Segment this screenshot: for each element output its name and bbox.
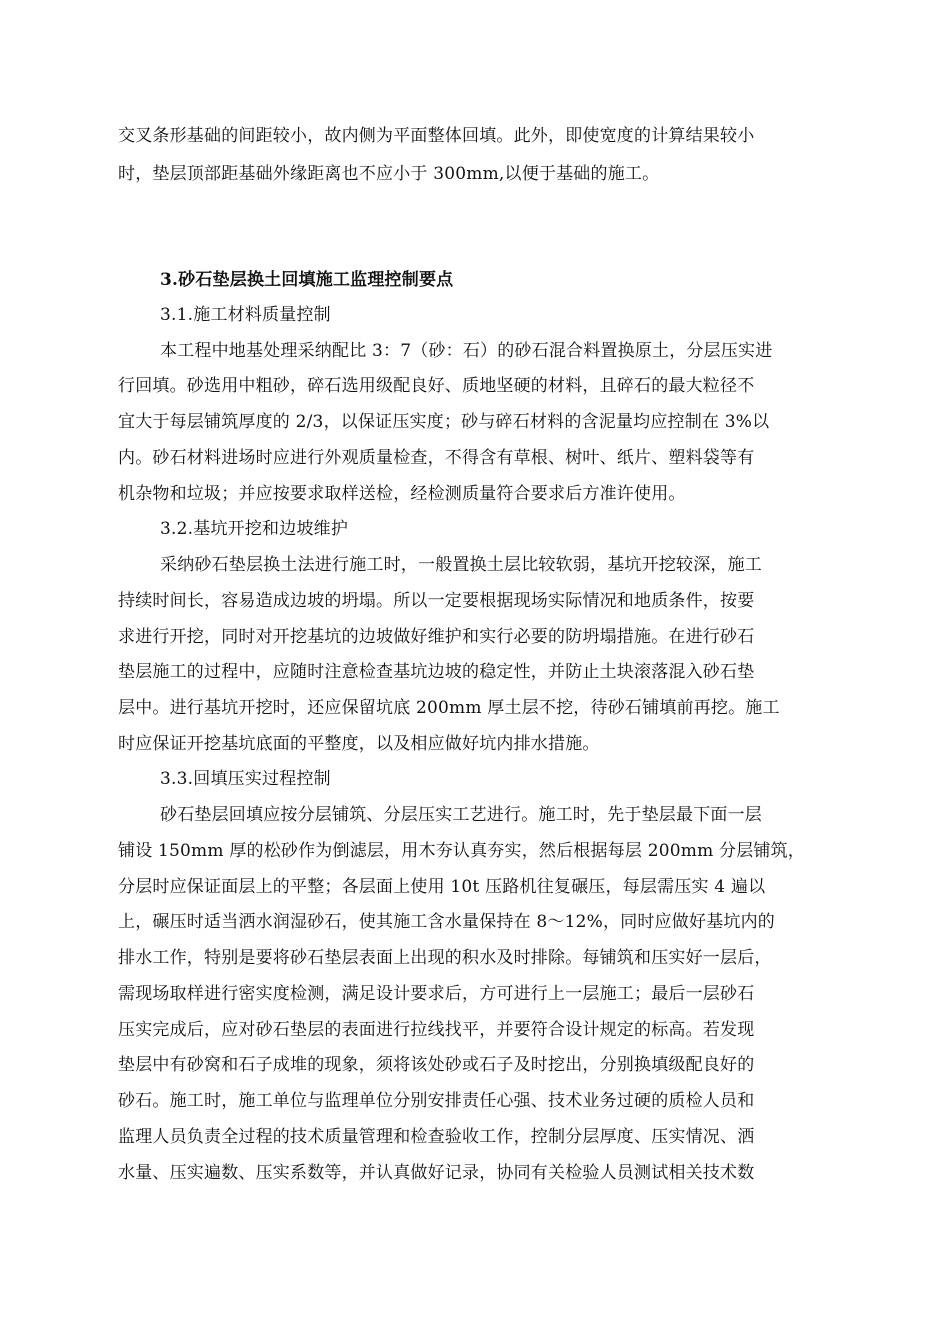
paragraph-line: 砂石垫层回填应按分层铺筑、分层压实工艺进行。施工时，先于垫层最下面一层: [160, 805, 762, 825]
paragraph-line: 压实完成后，应对砂石垫层的表面进行拉线找平，并要符合设计规定的标高。若发现: [118, 1020, 755, 1040]
paragraph-line: 垫层中有砂窝和石子成堆的现象，须将该处砂或石子及时挖出，分别换填级配良好的: [118, 1055, 755, 1075]
paragraph-line: 采纳砂石垫层换土法进行施工时，一般置换土层比较软弱，基坑开挖较深，施工: [160, 555, 762, 575]
paragraph-line: 求进行开挖，同时对开挖基坑的边坡做好维护和实行必要的防坍塌措施。在进行砂石: [118, 627, 755, 647]
paragraph-line: 层中。进行基坑开挖时，还应保留坑底 200mm 厚土层不挖，待砂石铺填前再挖。施工: [118, 698, 780, 718]
subsection-title: 3.2.基坑开挖和边坡维护: [160, 519, 349, 539]
paragraph-line: 分层时应保证面层上的平整；各层面上使用 10t 压路机往复碾压，每层需压实 4 遍以: [118, 877, 766, 897]
paragraph-line: 监理人员负责全过程的技术质量管理和检查验收工作，控制分层厚度、压实情况、洒: [118, 1127, 755, 1147]
paragraph-line: 砂石。施工时，施工单位与监理单位分别安排责任心强、技术业务过硬的质检人员和: [118, 1091, 755, 1111]
paragraph-line: 铺设 150mm 厚的松砂作为倒滤层，用木夯认真夯实，然后根据每层 200mm 分层铺筑，: [118, 841, 805, 861]
paragraph-line: 水量、压实遍数、压实系数等，并认真做好记录，协同有关检验人员测试相关技术数: [118, 1163, 755, 1183]
paragraph-line: 持续时间长，容易造成边坡的坍塌。所以一定要根据现场实际情况和地质条件，按要: [118, 591, 755, 611]
section-title: 3.砂石垫层换土回填施工监理控制要点: [160, 270, 454, 290]
paragraph-line: 需现场取样进行密实度检测，满足设计要求后，方可进行上一层施工；最后一层砂石: [118, 984, 755, 1004]
paragraph-line: 时应保证开挖基坑底面的平整度，以及相应做好坑内排水措施。: [118, 734, 600, 754]
paragraph-line: 本工程中地基处理采纳配比 3：7（砂：石）的砂石混合料置换原土，分层压实进: [160, 341, 773, 361]
paragraph-line: 垫层施工的过程中，应随时注意检查基坑边坡的稳定性，并防止土块滚落混入砂石垫: [118, 662, 755, 682]
paragraph-line: 机杂物和垃圾；并应按要求取样送检，经检测质量符合要求后方准许使用。: [118, 484, 686, 504]
paragraph-line: 时，垫层顶部距基础外缘距离也不应小于 300mm,以便于基础的施工。: [118, 164, 660, 184]
paragraph-line: 上，碾压时适当洒水润湿砂石，使其施工含水量保持在 8～12%，同时应做好基坑内的: [118, 912, 776, 932]
subsection-title: 3.3.回填压实过程控制: [160, 769, 331, 789]
paragraph-line: 内。砂石材料进场时应进行外观质量检查，不得含有草根、树叶、纸片、塑料袋等有: [118, 448, 755, 468]
paragraph-line: 宜大于每层铺筑厚度的 2/3，以保证压实度；砂与碎石材料的含泥量均应控制在 3%以: [118, 412, 770, 432]
paragraph-line: 排水工作，特别是要将砂石垫层表面上出现的积水及时排除。每铺筑和压实好一层后，: [118, 948, 772, 968]
subsection-title: 3.1.施工材料质量控制: [160, 305, 331, 325]
paragraph-line: 行回填。砂选用中粗砂，碎石选用级配良好、质地坚硬的材料，且碎石的最大粒径不: [118, 376, 755, 396]
paragraph-line: 交叉条形基础的间距较小，故内侧为平面整体回填。此外，即使宽度的计算结果较小: [118, 126, 755, 146]
